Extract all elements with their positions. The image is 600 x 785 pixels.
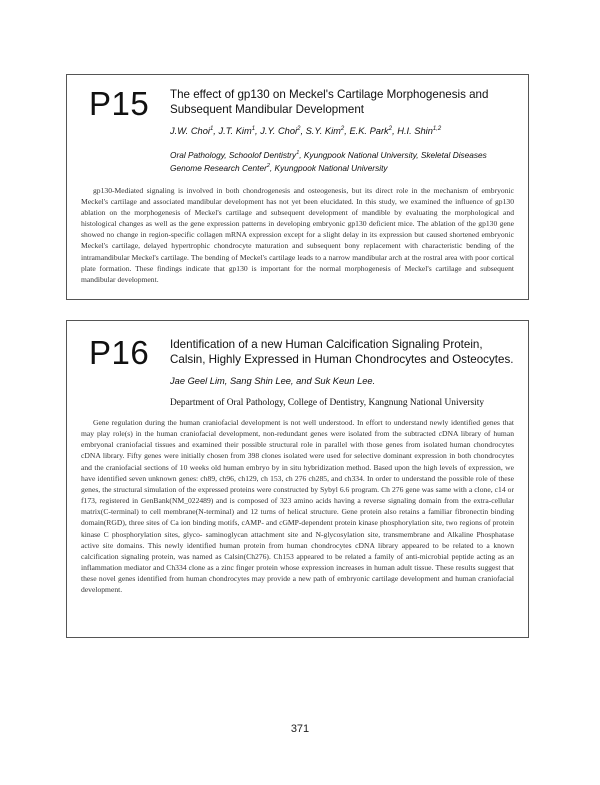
author-name: J.T. Kim [218,126,252,137]
abstract-body: gp130-Mediated signaling is involved in both chondrogenesis and osteogenesis, but its direct role in the mechanism of embryonic Meckel's cartilage and associated mandibular development has not yet been elucidated. In this study, we examined the influence of gp130 ablation on the morphogenesis of Meckel's cartilage and subsequent development of mandible by evaluating the morphological and histological changes as well as the gene expression patterns in developing embryonic gp130 deficient mice. The ablation of the gp130 gene showed no change in region-specific collagen mRNA expression except for a slight delay in its expression but caused shortened embryonic Meckel's cartilage, delayed hypertrophic chondrocyte maturation and subsequent bony replacement with characteristic bending of the intramandibular Meckel's cartilage. The bending of Meckel's cartilage leads to a narrow mandibular arch at the rostral area with poor cortical plate formation. These findings indicate that gp130 is important for the normal morphogenesis of Meckel's cartilage and subsequent mandibular development. [81,186,514,284]
abstract-title: Identification of a new Human Calcification Signaling Protein, Calsin, Highly Expressed in Human Chondrocytes and Osteocytes. [170,338,514,366]
author-affiliation-mark: 2 [297,126,301,132]
author-affiliation-mark: 1 [251,126,256,132]
author-affiliation-mark: 2 [388,126,393,132]
author-name: J.Y. Choi [260,126,298,137]
affiliation-text: Genome Research Center [170,163,267,174]
affiliation: Department of Oral Pathology, College of Dentistry, Kangnung National University [170,398,485,408]
author-list: Jae Geel Lim, Sang Shin Lee, and Suk Keun Lee. [170,376,376,386]
abstract-title: The effect of gp130 on Meckel's Cartilage Morphogenesis and Subsequent Mandibular Development [170,88,489,116]
affiliation-text: , Kyungpook National University, Skeletal Diseases [299,149,487,160]
abstract-box-p15 [66,74,529,300]
affiliation-text: , Kyungpook National University [269,163,388,174]
abstract-number: P16 [89,334,150,371]
page-number: 371 [290,723,310,735]
affiliation [170,148,518,175]
author-affiliation-mark: 2 [340,126,345,132]
abstract-body: Gene regulation during the human craniofacial development is not well understood. In effort to understand newly identified genes that may play role(s) in the human craniofacial development, non-redundant genes were isolated from the subtracted cDNA library of human embryonal craniofacial tissues and examined their possible structural role in parallel with those genes from isolated human chondrocytes cDNA library. Fifty genes were initially chosen from 398 clones isolated were used for selective dominant expression in both chondrocytes and the craniofacial sections of 10 weeks old human embryo by in situ hybridization method. Based upon the high levels of expression, we have identified seven unknown genes: ch89, ch96, ch129, ch 153, ch 276 ch285, and ch334. In order to understand the possible role of these genes, the structural simulation of the expressed proteins were constructed by Sybyl 6.6 program. Ch 276 gene was same with a clone, c14 or f173, registered in GenBank(NM_022489) and is composed of 323 amino acids having a reverse signaling domain from the extra-cellular matrix(C-terminal) to cell membrane(N-terminal) and 12 turns of helical structure. Gene protein also retains a familiar fibronectin binding domain(RGD), three sites of Ca ion binding motifs, cAMP- and cGMP-dependent protein kinase phosphorylation site, two regions of protein kinase C phosphorylation sites, glyco- saminoglycan attachment site and N-glycosylation site, transmembrane and Alkaline Phosphatase active site domains. This newly identified human protein from human chondrocytes cDNA library appeared to be related to a known calcification signaling protein, was named as Calsin(Ch276). Ch153 appeared to be related a family of anti-microbial peptide acting as an inflammation mediator and Ch334 clone as a zinc finger protein whose expression increases in human adult tissue. These results suggest that these novel genes identified from human chondrocytes may provide a new path of embryonic cartilage development and human craniofacial development. [81,418,514,595]
affiliation-text: Oral Pathology, Schoolof Dentistry [170,149,297,160]
abstract-number: P15 [89,85,150,122]
author-list: J.W. Choi$^1$, J.T. Kim$^1$, J.Y. Choi$^2$, S.Y. Kim$^2$, E.K. Park$^2$, H.I. Shin$^{1,2}$ [170,126,442,137]
author-name: J.W. Choi [170,126,210,137]
author-name: E.K. Park [349,126,389,137]
author-affiliation-mark: 1 [209,126,214,132]
author-name: H.I. Shin [397,126,433,137]
abstract-box-p16 [66,320,529,638]
affiliation-mark: 1 [296,150,300,156]
affiliation-mark: 2 [266,163,270,170]
author-name: S.Y. Kim [305,126,341,137]
author-affiliation-mark: 1,2 [432,126,442,132]
